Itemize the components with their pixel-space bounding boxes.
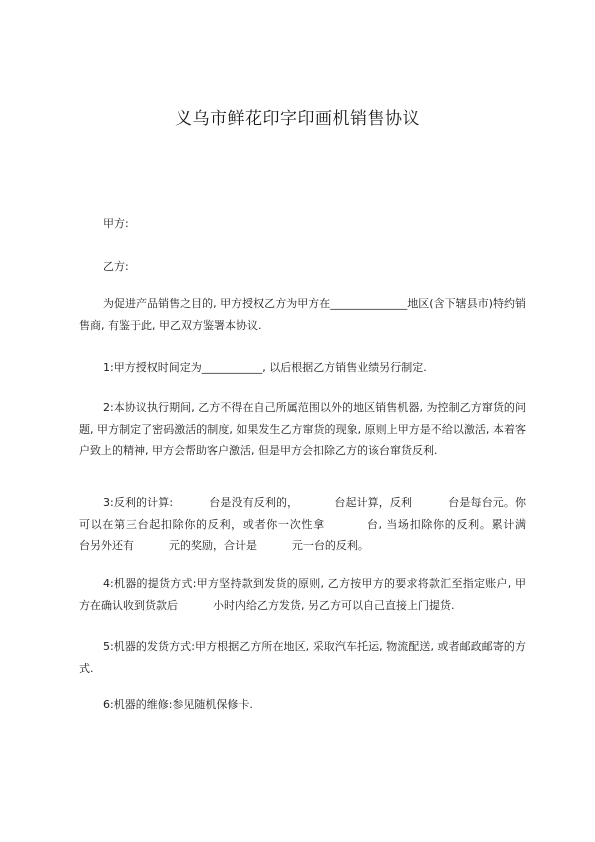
clause-2-territory: 2:本协议执行期间, 乙方不得在自己所属范围以外的地区销售机器, 为控制乙方窜货的问题, 甲方制定了密码激活的制度, 如果发生乙方窜货的现象, 原则上甲方是不给以激活, 本着客户致上的精神, 甲方会帮助客户激活, 但是甲方会扣除乙方的该台窜货反利. bbox=[79, 401, 526, 457]
clause-4-pickup-method: 4:机器的提货方式:甲方坚持款到发货的原则, 乙方按甲方的要求将款汇至指定账户, 甲方在确认收到货款后 小时内给乙方发货, 另乙方可以自己直接上门提货. bbox=[79, 577, 526, 612]
clause-5-shipping-method: 5:机器的发货方式:甲方根据乙方所在地区, 采取汽车托运, 物流配送, 或者邮政邮寄的方式. bbox=[79, 640, 526, 675]
clause-6-repair: 6:机器的维修:参见随机保修卡. bbox=[103, 698, 253, 711]
clause-3-rebate-calculation: 3:反利的计算: 台是没有反利的， 台起计算，反利 台是每台元。你可以在第三台起扣除你的反利，或者你一次性拿 台, 当场扣除你的反利。累计满 台另外还有 元的奖励，合计是 元一台的反利。 bbox=[79, 496, 561, 552]
document-title: 义乌市鲜花印字印画机销售协议 bbox=[175, 109, 420, 129]
intro-paragraph: 为促进产品销售之目的, 甲方授权乙方为甲方在______________地区(含下辖县市)特约销售商, 有鉴于此, 甲乙双方鉴署本协议. bbox=[79, 297, 526, 332]
clause-1-authorization-period: 1:甲方授权时间定为___________, 以后根据乙方销售业绩另行制定. bbox=[103, 361, 427, 374]
party-a-line: 甲方: bbox=[103, 217, 129, 230]
party-b-line: 乙方: bbox=[103, 260, 129, 273]
